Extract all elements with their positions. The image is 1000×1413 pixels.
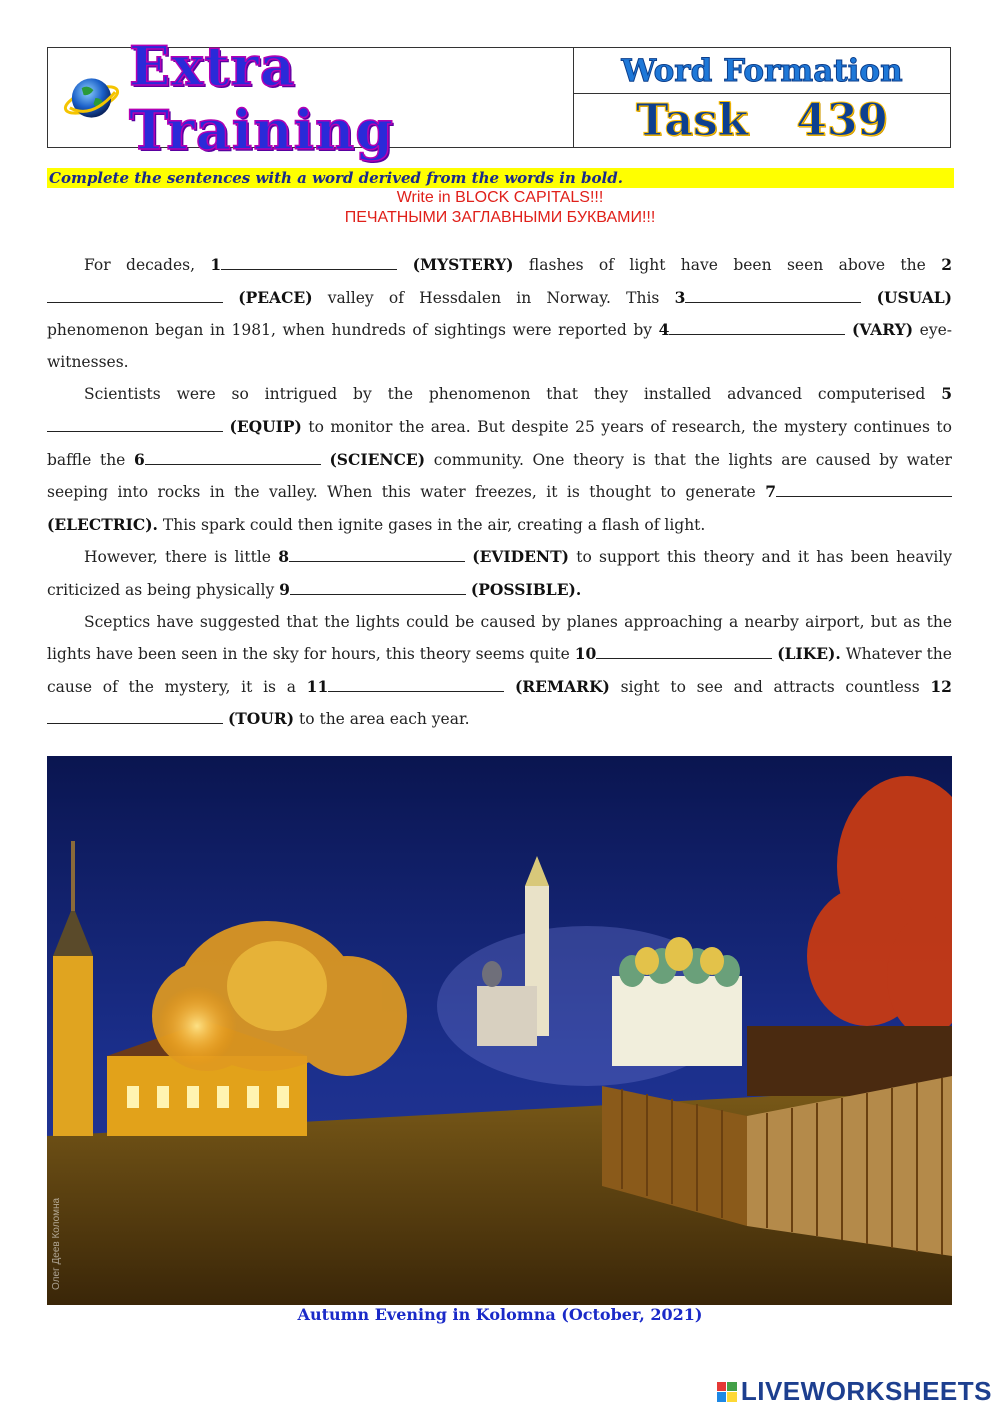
exercise-text — [47, 249, 952, 736]
brand-title: Extra Training — [129, 33, 395, 162]
stem-word: (PEACE) — [238, 287, 313, 307]
answer-gap-4[interactable] — [669, 319, 845, 336]
stem-word: (USUAL) — [876, 287, 952, 307]
text-segment: community. One theory is that the lights are caused by water seeping into rocks in the valley. When this water freezes, it is thought to generate — [47, 450, 952, 502]
liveworksheets-logo — [717, 1376, 992, 1407]
answer-gap-12[interactable] — [47, 708, 223, 725]
photo-caption: Autumn Evening in Kolomna (October, 2021) — [297, 1305, 703, 1324]
gap-number: 9 — [279, 579, 290, 599]
text-segment: to support this theory and it has been heavily criticized as being physically — [47, 548, 953, 599]
answer-gap-6[interactable] — [145, 448, 321, 465]
globe-icon — [62, 68, 121, 128]
stem-word: (TOUR) — [227, 709, 295, 729]
liveworksheets-icon — [717, 1382, 737, 1402]
answer-gap-9[interactable] — [290, 578, 466, 595]
gap-number: 6 — [134, 449, 145, 469]
answer-gap-5[interactable] — [47, 415, 223, 432]
stem-word: (SCIENCE) — [329, 449, 426, 469]
brand-cell — [48, 33, 574, 162]
answer-gap-7[interactable] — [776, 481, 952, 498]
text-segment: flashes of light have been seen above the — [528, 256, 926, 274]
text-segment: to monitor the area. But despite 25 years of research, the mystery continues to baffle the — [47, 417, 952, 469]
task-number: 439 — [796, 95, 889, 146]
answer-gap-2[interactable] — [47, 286, 223, 303]
text-segment: phenomenon began in 1981, when hundreds of sightings were reported by — [47, 321, 653, 340]
text-segment: to the area each year. — [298, 710, 470, 729]
paragraph-4 — [47, 607, 952, 736]
photo-credit: Олег Деев Коломна — [51, 1197, 62, 1290]
instruction-banner: Complete the sentences with a word derived from the words in bold. — [47, 168, 954, 188]
answer-gap-3[interactable] — [685, 286, 861, 303]
text-segment: eye-witnesses. — [47, 321, 952, 371]
text-segment: This spark could then ignite gases in the air, creating a flash of light. — [162, 515, 706, 534]
gap-number: 8 — [278, 547, 289, 567]
text-segment: For decades, — [84, 256, 196, 274]
paragraph-3 — [47, 541, 952, 606]
gap-number: 3 — [674, 287, 686, 307]
kolomna-photo — [47, 756, 952, 1305]
answer-gap-1[interactable] — [221, 254, 397, 271]
text-segment: Whatever the cause of the mystery, it is a — [47, 645, 952, 696]
paragraph-2 — [47, 378, 952, 541]
text-segment: Sceptics have suggested that the lights could be caused by planes approaching a nearby airport, but as the lights have been seen in the sky for hours, this theory seems quite — [47, 612, 952, 664]
gap-number: 7 — [765, 482, 776, 502]
block-capitals-note-ru: ПЕЧАТНЫМИ ЗАГЛАВНЫМИ БУКВАМИ!!! — [344, 209, 656, 226]
block-capitals-note-en: Write in BLOCK CAPITALS!!! — [396, 189, 604, 206]
gap-number: 12 — [930, 676, 952, 696]
paragraph-1 — [47, 249, 952, 378]
gap-number: 1 — [210, 255, 222, 274]
stem-word: (EQUIP) — [229, 416, 302, 436]
stem-word: (EVIDENT) — [472, 547, 569, 567]
text-segment: valley of Hessdalen in Norway. This — [327, 288, 660, 307]
stem-word: (REMARK) — [514, 676, 610, 696]
gap-number: 2 — [941, 255, 953, 274]
night-scene-illustration — [47, 756, 952, 1305]
category-title: Word Formation — [574, 48, 950, 94]
text-segment: sight to see and attracts countless — [620, 677, 920, 696]
task-cell — [574, 48, 950, 147]
stem-word: (LIKE). — [777, 644, 841, 664]
gap-number: 4 — [658, 320, 670, 340]
gap-number: 5 — [941, 384, 952, 404]
gap-number: 11 — [306, 676, 329, 696]
stem-word: (ELECTRIC). — [47, 514, 158, 534]
text-segment: Scientists were so intrigued by the phenomenon that they installed advanced computerised — [84, 385, 926, 404]
worksheet-header — [47, 33, 951, 162]
stem-word: (VARY) — [852, 320, 914, 340]
task-label: Task — [635, 95, 749, 146]
gap-number: 10 — [574, 644, 597, 664]
task-title — [574, 94, 950, 147]
stem-word: (MYSTERY) — [412, 255, 514, 274]
liveworksheets-wordmark: LIVEWORKSHEETS — [740, 1376, 992, 1406]
answer-gap-8[interactable] — [289, 546, 465, 563]
answer-gap-11[interactable] — [328, 675, 504, 692]
text-segment: However, there is little — [84, 548, 271, 567]
stem-word: (POSSIBLE). — [470, 579, 582, 599]
answer-gap-10[interactable] — [596, 643, 772, 660]
